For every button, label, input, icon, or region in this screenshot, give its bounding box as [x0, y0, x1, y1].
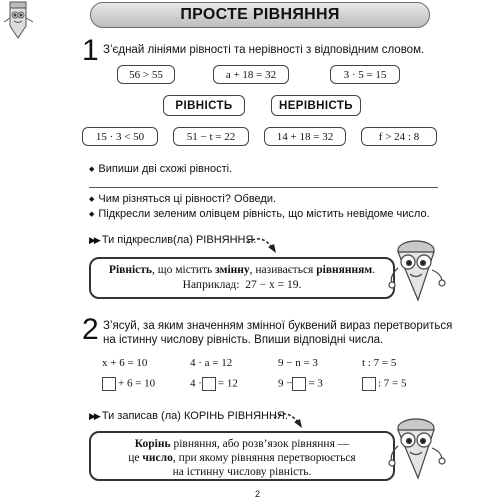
rule-text-part: , називається: [249, 264, 317, 276]
fill-in-x: [102, 377, 155, 391]
word-equality[interactable]: РІВНІСТЬ: [163, 95, 245, 116]
fill-in-n-text: = 3: [308, 377, 323, 390]
bullet-write-two: ◆ Випиши дві схожі рівності.: [89, 163, 232, 177]
rule-word-number: число: [142, 452, 173, 464]
example-label: Наприклад:: [182, 279, 240, 291]
fill-in-t-text: : 7 = 5: [378, 377, 407, 390]
check-underlined: [89, 234, 256, 246]
page-title: ПРОСТЕ РІВНЯННЯ: [90, 2, 430, 28]
equation-n: 9 − n = 3: [278, 357, 318, 369]
fill-in-a: [190, 377, 238, 391]
bullet-difference: ◆ Чим різняться ці рівності? Обведи.: [89, 193, 276, 207]
task-1-instruction: З’єднай лініями рівності та нерівності з відповідним словом.: [103, 44, 425, 56]
equation-bottom-1[interactable]: 15 · 3 < 50: [82, 127, 158, 146]
rule-text-part: рівняння, або розв’язок рівняння —: [170, 438, 350, 450]
rule-root-line-2: [92, 451, 392, 465]
task-1-number: 1: [82, 34, 99, 67]
rule-text-part: , при якому рівняння перетворюється: [172, 452, 356, 464]
wizard-mascot-icon: [386, 238, 448, 304]
rule-word-variable: змінну: [215, 264, 250, 276]
equation-top-1[interactable]: 56 > 55: [117, 65, 175, 84]
bullet-underline: ◆ Підкресли зеленим олівцем рівність, що містить невідоме число.: [89, 208, 430, 222]
task-2-instruction-line-2: на істинну числову рівність. Впиши відповідні числа.: [103, 334, 384, 346]
fill-in-a-prefix: 4 ·: [190, 377, 202, 390]
double-arrow-icon: ▶▶: [89, 411, 99, 421]
page-number: 2: [255, 489, 261, 499]
rule-text-part: .: [372, 264, 376, 276]
rule-text-part: , що містить: [152, 264, 216, 276]
task-2-instruction-line-1: З’ясуй, за яким значенням змінної буквений вираз перетвориться: [103, 320, 453, 332]
fill-in-n-prefix: 9 −: [278, 377, 293, 390]
equation-top-2[interactable]: a + 18 = 32: [213, 65, 289, 84]
example-equation: 27 − x = 19.: [245, 279, 302, 291]
rule-root-line-3: на істинну числову рівність.: [172, 466, 312, 478]
equation-t: t : 7 = 5: [362, 357, 397, 369]
equation-bottom-3[interactable]: 14 + 18 = 32: [264, 127, 346, 146]
answer-box-a[interactable]: [202, 377, 216, 391]
answer-box-t[interactable]: [362, 377, 376, 391]
equation-a: 4 · a = 12: [190, 357, 233, 369]
pencil-mascot-icon: [2, 0, 36, 40]
rule-word-root: Корінь: [134, 438, 171, 450]
word-inequality[interactable]: НЕРІВНІСТЬ: [271, 95, 361, 116]
check-root: [89, 410, 288, 422]
rule-example: [92, 278, 392, 292]
double-arrow-icon: ▶▶: [89, 235, 99, 245]
wizard-mascot-icon: [386, 414, 448, 484]
equation-bottom-2[interactable]: 51 − t = 22: [173, 127, 249, 146]
rule-equation-definition: [92, 263, 392, 277]
rule-word-equation: рівнянням: [316, 264, 373, 276]
answer-box-n[interactable]: [292, 377, 306, 391]
fill-in-a-text: = 12: [217, 377, 238, 390]
check-root-text: Ти записав (ла) КОРІНЬ РІВНЯННЯ.: [101, 410, 288, 422]
rule-word-equality: Рівність: [108, 264, 153, 276]
fill-in-t: [362, 377, 407, 391]
equation-x: x + 6 = 10: [102, 357, 148, 369]
rule-root-line-1: [92, 437, 392, 451]
fill-in-x-text: + 6 = 10: [118, 377, 156, 390]
equation-bottom-4[interactable]: f > 24 : 8: [361, 127, 437, 146]
task-2-number: 2: [82, 313, 99, 346]
fill-in-n: [278, 377, 323, 391]
rule-text-part: це: [128, 452, 143, 464]
equation-top-3[interactable]: 3 · 5 = 15: [330, 65, 400, 84]
answer-line-1[interactable]: [89, 187, 438, 188]
answer-box-x[interactable]: [102, 377, 116, 391]
check-underlined-text: Ти підкреслив(ла) РІВНЯННЯ.: [101, 234, 257, 246]
